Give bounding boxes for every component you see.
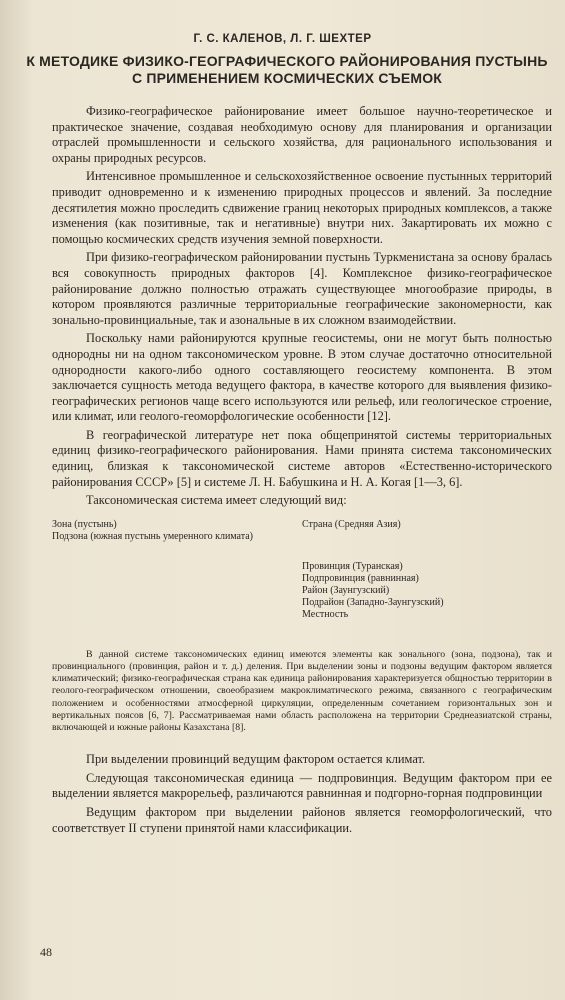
taxonomy-item: Подрайон (Западно-Заунгузский) [302,596,444,608]
article-body [52,104,552,838]
taxonomy-item: Местность [302,608,349,620]
paragraph: При физико-географическом районировании пустынь Туркменистана за основу бралась вся совокупность природных факторов [4]. Комплексное физико-географическое районирование должно полностью отражать существующее многообразие природы, в котором проявляются различные территориальные географические закономерности, как зонально-провинциальные, так и азональные в их сложном взаимодействии. [52,250,552,327]
authors: Г. С. КАЛЕНОВ, Л. Г. ШЕХТЕР [193,33,372,45]
taxonomy-item: Провинция (Туранская) [302,560,403,572]
paragraph: Ведущим фактором при выделении районов является геоморфологический, что соответствует II ступени принятой нами классификации. [52,805,552,835]
paragraph: Таксономическая система имеет следующий вид: [86,493,347,508]
footnote-block [52,649,552,734]
taxonomy-list [52,519,552,621]
taxonomy-item: Зона (пустынь) [52,518,117,530]
note-paragraph: В данной системе таксономических единиц имеются элементы как зонального (зона, подзона), так и провинциального (провинция, район и т. д.) деления. При выделении зоны и подзоны ведущим фактором является климатический; физико-географическая страна как единица районирования характеризуется общностью территории в геолого-географическом отношении, своеобразием макроклиматического режима, связанного с географическим положением и особенностями атмосферной циркуляции, определенным сочетанием горизонтальных зон и вертикальных поясов [6, 7]. Рассматриваемая нами область расположена на территории Среднеазиатской страны, включающей и южные районы Казахстана [8]. [52,648,552,734]
article-title: К МЕТОДИКЕ ФИЗИКО-ГЕОГРАФИЧЕСКОГО РАЙОНИРОВАНИЯ ПУСТЫНЬ С ПРИМЕНЕНИЕМ КОСМИЧЕСКИХ СЪЕМОК [26,53,548,86]
taxonomy-item: Страна (Средняя Азия) [302,518,401,530]
taxonomy-right [292,519,552,621]
paragraph: Интенсивное промышленное и сельскохозяйственное освоение пустынных территорий приводит одновременно и к изменению природных процессов и явлений. За последние десятилетия можно проследить сдвижение границ некоторых природных комплексов, а также изменения (как позитивные, так и негативные) внутри них. Закартировать их можно с помощью космических средств изучения земной поверхности. [52,169,552,246]
paragraph: Физико-географическое районирование имеет большое научно-теоретическое и практическое значение, создавая необходимую основу для планирования и организации отраслей промышленности и сельского хозяйства, для рационального использования и охраны природных ресурсов. [52,104,552,165]
tail-block [52,752,552,836]
paragraph: В географической литературе нет пока общепринятой системы территориальных единиц физико-географического районирования. Нами принята система таксономических единиц, близкая к таксономической системе авторов «Естественно-исторического районирования СССР» [5] и системе Л. Н. Бабушкина и Н. А. Когая [1—3, 6]. [52,427,552,489]
paragraph: При выделении провинций ведущим фактором остается климат. [86,752,426,767]
paragraph: Следующая таксономическая единица — подпровинция. Ведущим фактором при ее выделении является макрорельеф, различаются равнинная и подгорно-горная подпровинции [52,770,552,801]
taxonomy-item: Подпровинция (равнинная) [302,572,419,584]
taxonomy-item: Район (Заунгузский) [302,584,390,596]
taxonomy-item: Подзона (южная пустынь умеренного климата) [52,530,253,542]
paragraph: Поскольку нами районируются крупные геосистемы, они не могут быть полностью однородны ни на одном таксономическом уровне. В этом случае достаточно относительной однородности какого-либо одного составляющего геосистему компонента. В этом заключается сущность метода ведущего фактора, в качестве которого для выявления физико-географических регионов чаще всего используются или рельеф, или геологическое строение, или климат, или геолого-геоморфологические особенности [12]. [52,331,552,424]
taxonomy-left [52,519,292,621]
page-number: 48 [40,945,52,959]
